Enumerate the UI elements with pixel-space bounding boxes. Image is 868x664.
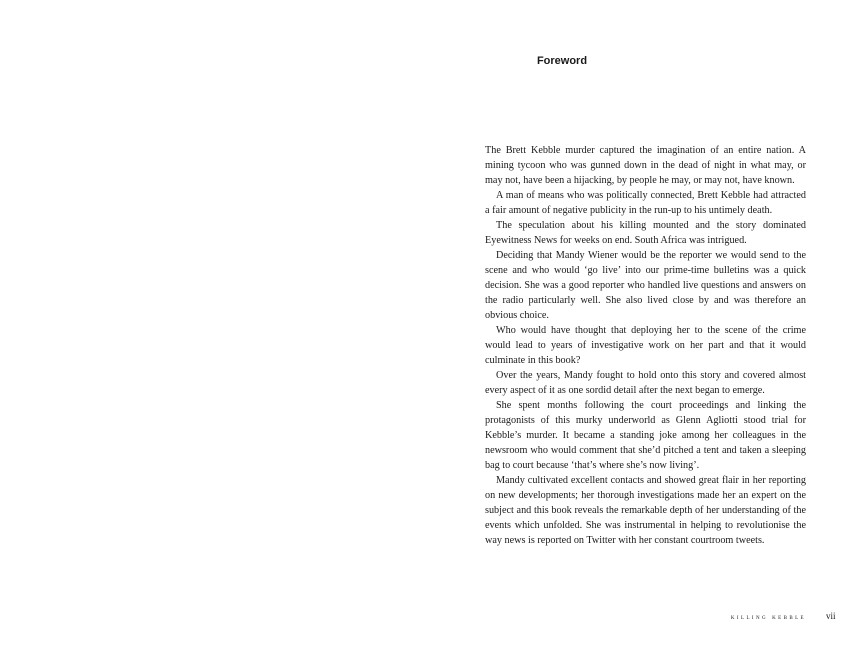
paragraph: Mandy cultivated excellent contacts and showed great flair in her reporting on new developments; her thorough investigations made her an expert on the subject and this book reveals the remarkable depth of her understanding of the events which unfolded. She was instrumental in helping to revolutionise the way news is reported on Twitter with her constant courtroom tweets. (485, 475, 806, 546)
paragraph: A man of means who was politically connected, Brett Kebble had attracted a fair amount of negative publicity in the run-up to his untimely death. (485, 190, 806, 216)
running-footer-book-title: killing kebble (730, 613, 806, 621)
paragraph: The speculation about his killing mounted and the story dominated Eyewitness News for weeks on end. South Africa was intrigued. (485, 220, 806, 246)
page-number: vii (826, 611, 836, 621)
paragraph: Deciding that Mandy Wiener would be the reporter we would send to the scene and who would ‘go live’ into our prime-time bulletins was a quick decision. She was a good reporter who handled live questions and answers on the radio particularly well. She also lived close by and was therefore an obvious choice. (485, 250, 806, 321)
paragraph: Over the years, Mandy fought to hold onto this story and covered almost every aspect of it as one sordid detail after the next began to emerge. (485, 370, 806, 396)
paragraph: The Brett Kebble murder captured the imagination of an entire nation. A mining tycoon who was gunned down in the dead of night in what may, or may not, have been a hijacking, by people he may, or may not, have known. (485, 145, 806, 186)
chapter-heading: Foreword (536, 55, 588, 67)
paragraph: She spent months following the court proceedings and linking the protagonists of this murky underworld as Glenn Agliotti stood trial for Kebble’s murder. It became a standing joke among her colleagues in the newsroom who would comment that she’d pitched a tent and taken a sleeping bag to court because ‘that’s where she’s now living’. (485, 400, 806, 471)
paragraph: Who would have thought that deploying her to the scene of the crime would lead to years of investigative work on her part and that it would culminate in this book? (485, 325, 806, 366)
foreword-body (485, 143, 806, 548)
